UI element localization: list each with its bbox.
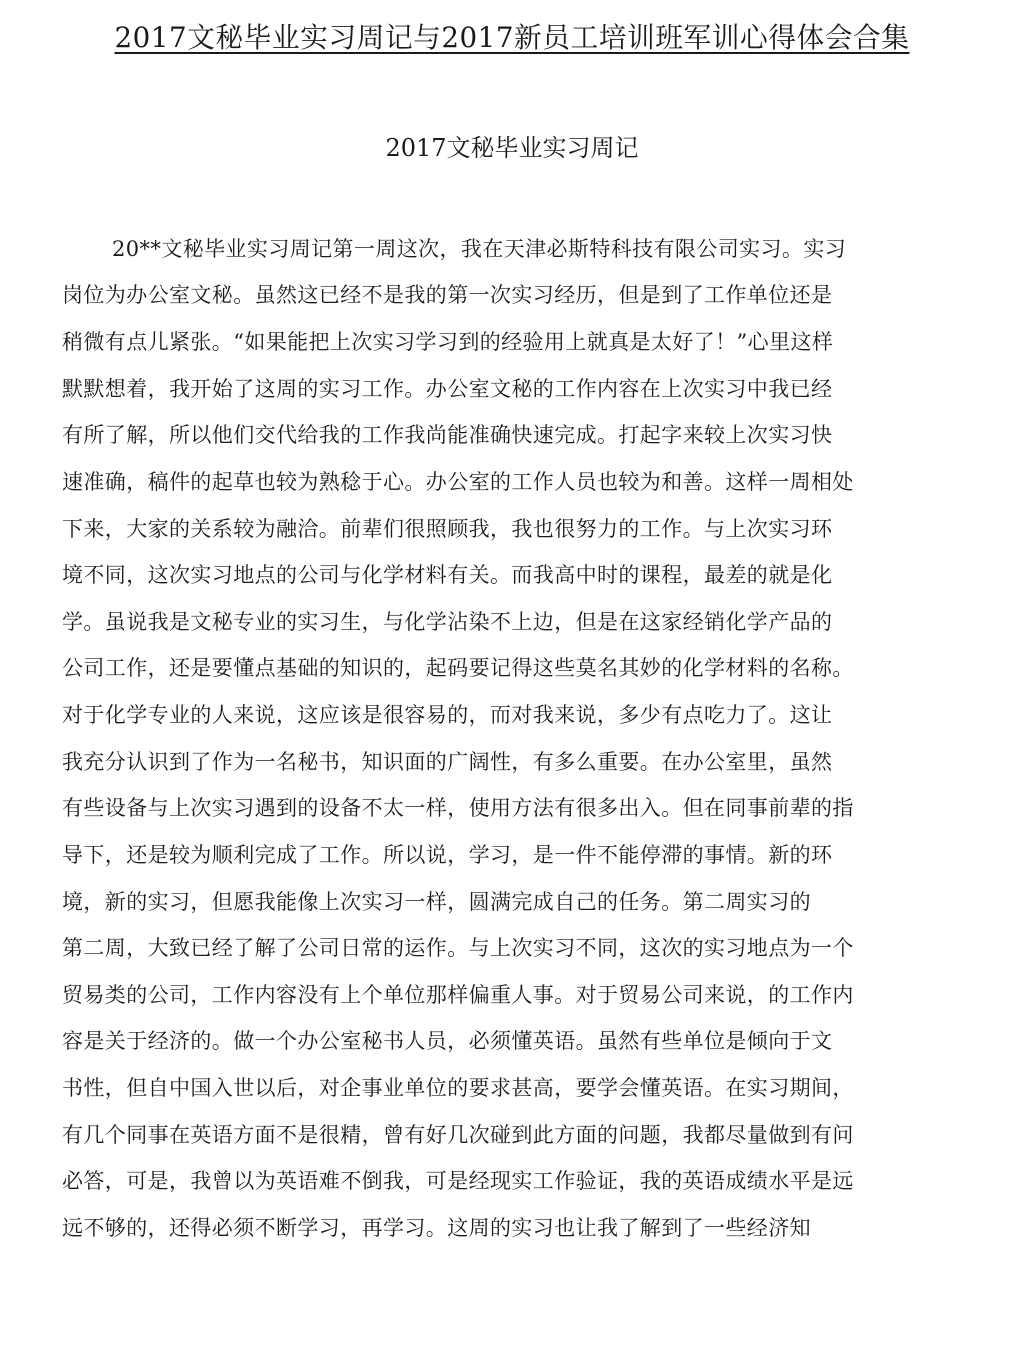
text-line: 有些设备与上次实习遇到的设备不太一样，使用方法有很多出入。但在同事前辈的指 (62, 796, 854, 820)
text-line: 速准确，稿件的起草也较为熟稔于心。办公室的工作人员也较为和善。这样一周相处 (62, 470, 854, 494)
text-line: 有所了解，所以他们交代给我的工作我尚能准确快速完成。打起字来较上次实习快 (62, 423, 833, 447)
text-line: 公司工作，还是要懂点基础的知识的，起码要记得这些莫名其妙的化学材料的名称。 (62, 656, 854, 680)
text-line: 导下，还是较为顺利完成了工作。所以说，学习，是一件不能停滞的事情。新的环 (62, 843, 833, 867)
text-line: 下来，大家的关系较为融洽。前辈们很照顾我，我也很努力的工作。与上次实习环 (62, 517, 833, 541)
text-line: 书性，但自中国入世以后，对企事业单位的要求甚高，要学会懂英语。在实习期间， (62, 1076, 854, 1100)
text-line: 岗位为办公室文秘。虽然这已经不是我的第一次实习经历，但是到了工作单位还是 (62, 283, 833, 307)
text-line: 容是关于经济的。做一个办公室秘书人员，必须懂英语。虽然有些单位是倾向于文 (62, 1029, 833, 1053)
text-line: 有几个同事在英语方面不是很精，曾有好几次碰到此方面的问题，我都尽量做到有问 (62, 1123, 854, 1147)
section-heading: 2017文秘毕业实习周记 (385, 134, 639, 162)
text-line: 远不够的，还得必须不断学习，再学习。这周的实习也让我了解到了一些经济知 (62, 1216, 811, 1240)
text-line: 贸易类的公司，工作内容没有上个单位那样偏重人事。对于贸易公司来说，的工作内 (62, 983, 854, 1007)
text-line: 默默想着，我开始了这周的实习工作。办公室文秘的工作内容在上次实习中我已经 (62, 377, 833, 401)
text-line: 对于化学专业的人来说，这应该是很容易的，而对我来说，多少有点吃力了。这让 (62, 703, 833, 727)
text-line: 境不同，这次实习地点的公司与化学材料有关。而我高中时的课程，最差的就是化 (62, 563, 833, 587)
text-line: 必答，可是，我曾以为英语难不倒我，可是经现实工作验证，我的英语成绩水平是远 (62, 1169, 854, 1193)
document-title: 2017文秘毕业实习周记与2017新员工培训班军训心得体会合集 (114, 21, 910, 54)
text-line: 学。虽说我是文秘专业的实习生，与化学沾染不上边，但是在这家经销化学产品的 (62, 610, 833, 634)
text-line: 第二周，大致已经了解了公司日常的运作。与上次实习不同，这次的实习地点为一个 (62, 936, 854, 960)
text-line: 境，新的实习，但愿我能像上次实习一样，圆满完成自己的任务。第二周实习的 (62, 890, 811, 914)
text-line: 20**文秘毕业实习周记第一周这次，我在天津必斯特科技有限公司实习。实习 (112, 237, 847, 261)
text-line: 稍微有点儿紧张。“如果能把上次实习学习到的经验用上就真是太好了！”心里这样 (62, 330, 834, 354)
text-line: 我充分认识到了作为一名秘书，知识面的广阔性，有多么重要。在办公室里，虽然 (62, 750, 833, 774)
